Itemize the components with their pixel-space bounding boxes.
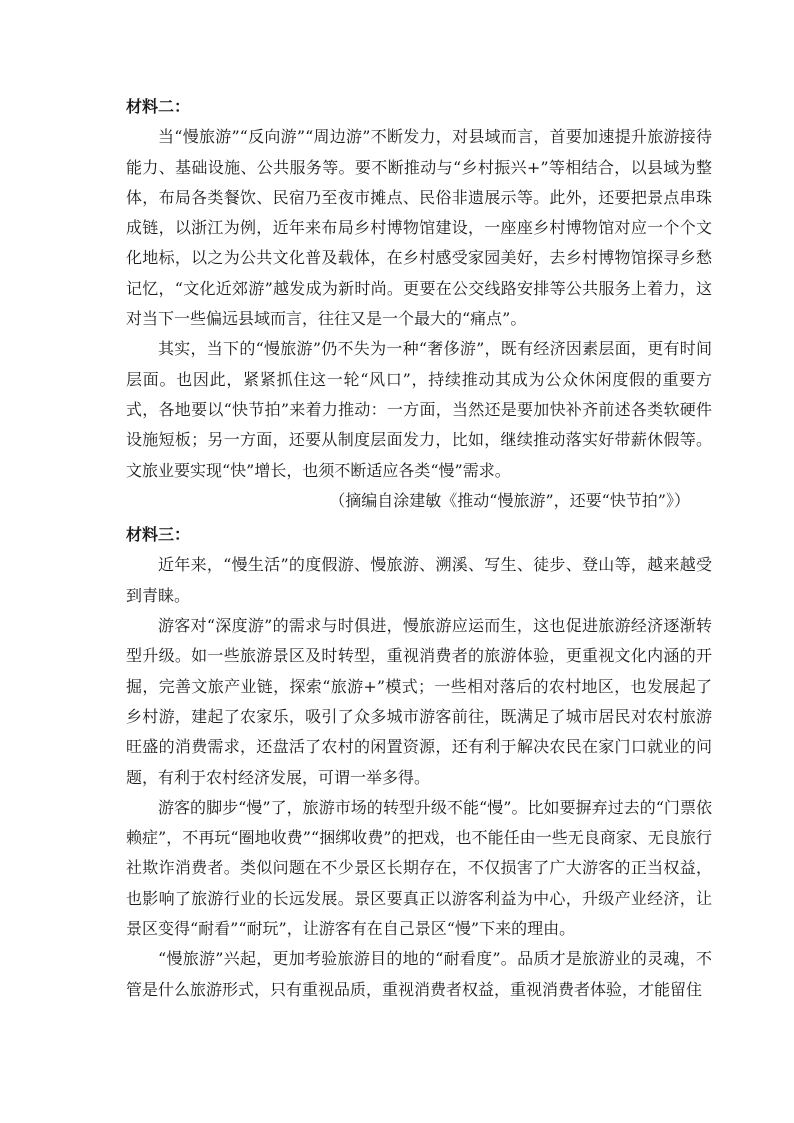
material-3-paragraph-1: 近年来，“慢生活”的度假游、慢旅游、溯溪、写生、徒步、登山等，越来越受到青睐。 [126, 555, 712, 605]
material-3-paragraph-3: 游客的脚步“慢”了，旅游市场的转型升级不能“慢”。比如要摒弃过去的“门票依赖症”，不再玩“圈地收费”“捆绑收费”的把戏，也不能任由一些无良商家、无良旅行社欺诈消费者。类似问题在不少景区长期存在，不仅损害了广大游客的正当权益，也影响了旅游行业的长远发展。景区要真正以游客利益为中心，升级产业经济，让景区变得“耐看”“耐玩”，让游客有在自己景区“慢”下来的理由。 [126, 797, 712, 939]
material-2-heading: 材料二： [126, 97, 191, 116]
material-3-paragraph-2: 游客对“深度游”的需求与时俱进，慢旅游应运而生，这也促进旅游经济逐渐转型升级。如一些旅游景区及时转型，重视消费者的旅游体验，更重视文化内涵的开掘，完善文旅产业链，探索“旅游+”模式；一些相对落后的农村地区，也发展起了乡村游，建起了农家乐，吸引了众多城市游客前往，既满足了城市居民对农村旅游旺盛的消费需求，还盘活了农村的闲置资源，还有利于解决农民在家门口就业的问题，有利于农村经济发展，可谓一举多得。 [126, 616, 712, 787]
material-2-section [126, 92, 712, 516]
material-3-paragraph-4: “慢旅游”兴起，更加考验旅游目的地的“耐看度”。品质才是旅游业的灵魂，不管是什么旅游形式，只有重视品质，重视消费者权益，重视消费者体验，才能留住 [126, 949, 712, 999]
material-3-section [126, 520, 712, 1005]
material-2-paragraph-1: 当“慢旅游”“反向游”“周边游”不断发力，对县域而言，首要加速提升旅游接待能力、基础设施、公共服务等。要不断推动与“乡村振兴+”等相结合，以县域为整体，布局各类餐饮、民宿乃至夜市摊点、民俗非遗展示等。此外，还要把景点串珠成链，以浙江为例，近年来布局乡村博物馆建设，一座座乡村博物馆对应一个个文化地标，以之为公共文化普及载体，在乡村感受家园美好，去乡村博物馆探寻乡愁记忆，“文化近郊游”越发成为新时尚。更要在公交线路安排等公共服务上着力，这对当下一些偏远县域而言，往往又是一个最大的“痛点”。 [126, 127, 712, 329]
material-2-paragraph-2: 其实，当下的“慢旅游”仍不失为一种“奢侈游”，既有经济因素层面，更有时间层面。也因此，紧紧抓住这一轮“风口”，持续推动其成为公众休闲度假的重要方式，各地要以“快节拍”来着力推动：一方面，当然还是要加快补齐前述各类软硬件设施短板；另一方面，还要从制度层面发力，比如，继续推动落实好带薪休假等。文旅业要实现“快”增长，也须不断适应各类“慢”需求。 [126, 339, 712, 480]
material-2-source-citation: （摘编自涂建敏《推动“慢旅游”，还要“快节拍”》） [329, 490, 690, 510]
material-3-heading: 材料三： [126, 525, 191, 545]
document-page [126, 92, 712, 1005]
